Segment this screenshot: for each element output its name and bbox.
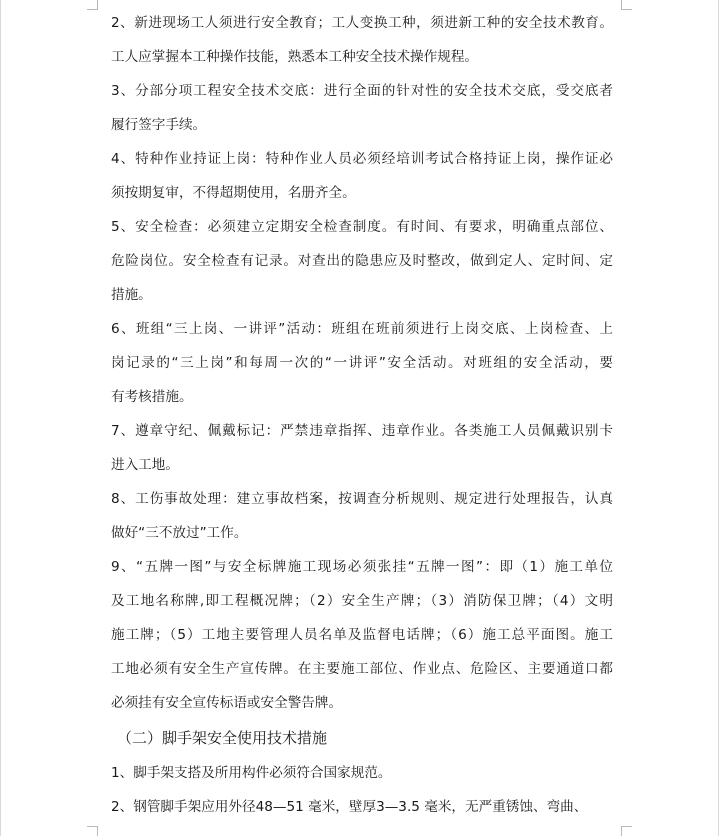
paragraph-item-4 — [111, 142, 613, 210]
text-line: 工地必须有安全生产宣传牌。在主要施工部位、作业点、危险区、主要通道口都 — [111, 661, 613, 677]
paragraph-item-2 — [111, 6, 613, 74]
text-line: 施工牌；（5）工地主要管理人员名单及监督电话牌；（6）施工总平面图。施工 — [111, 627, 613, 643]
paragraph-item-7 — [111, 414, 613, 482]
text-line: 3、分部分项工程安全技术交底：进行全面的针对性的安全技术交底，受交底者 — [111, 83, 613, 99]
text-line: 6、班组“三上岗、一讲评”活动：班组在班前须进行上岗交底、上岗检查、上 — [111, 321, 613, 337]
text-line: 4、特种作业持证上岗：特种作业人员必须经培训考试合格持证上岗，操作证必 — [111, 151, 613, 167]
crop-mark-top-left — [87, 0, 98, 10]
text-line: 工人应掌握本工种操作技能，熟悉本工种安全技术操作规程。 — [111, 49, 479, 65]
crop-mark-bottom-right — [621, 826, 632, 836]
text-line: 7、遵章守纪、佩戴标记：严禁违章指挥、违章作业。各类施工人员佩戴识别卡 — [111, 423, 613, 439]
paragraph-scaffold-2 — [111, 790, 613, 824]
paragraph-item-6 — [111, 312, 613, 414]
paragraph-item-5 — [111, 210, 613, 312]
paragraph-item-9 — [111, 550, 613, 720]
text-line: 9、“五牌一图”与安全标牌施工现场必须张挂“五牌一图”：即（1）施工单位 — [111, 559, 613, 575]
paragraph-scaffold-1 — [111, 756, 613, 790]
text-line: 2、钢管脚手架应用外径48—51 毫米，壁厚3—3.5 毫米，无严重锈蚀、弯曲、 — [111, 799, 588, 815]
text-line: 措施。 — [111, 287, 152, 303]
text-line: 5、安全检查：必须建立定期安全检查制度。有时间、有要求，明确重点部位、 — [111, 219, 613, 235]
text-line: 1、脚手架支搭及所用构件必须符合国家规范。 — [111, 765, 392, 781]
text-line: 进入工地。 — [111, 457, 179, 473]
text-line: 做好“三不放过”工作。 — [111, 525, 248, 541]
crop-mark-top-right — [621, 0, 632, 10]
document-body — [111, 6, 613, 824]
paragraph-item-8 — [111, 482, 613, 550]
text-line: 8、工伤事故处理：建立事故档案，按调查分析规则、规定进行处理报告，认真 — [111, 491, 613, 507]
text-line: 履行签字手续。 — [111, 117, 207, 133]
text-line: 须按期复审，不得超期使用，名册齐全。 — [111, 185, 356, 201]
paragraph-item-3 — [111, 74, 613, 142]
crop-mark-bottom-left — [87, 826, 98, 836]
text-line: 危险岗位。安全检查有记录。对查出的隐患应及时整改，做到定人、定时间、定 — [111, 253, 613, 269]
text-line: 岗记录的“三上岗”和每周一次的“一讲评”安全活动。对班组的安全活动，要 — [111, 355, 613, 371]
text-line: 必须挂有安全宣传标语或安全警告牌。 — [111, 695, 343, 711]
section-heading: （二）脚手架安全使用技术措施 — [117, 729, 328, 747]
text-line: 及工地名称牌,即工程概况牌；（2）安全生产牌；（3）消防保卫牌；（4）文明 — [111, 593, 613, 609]
text-line: 有考核措施。 — [111, 389, 193, 405]
text-line: 2、新进现场工人须进行安全教育；工人变换工种，须进新工种的安全技术教育。 — [111, 15, 613, 31]
